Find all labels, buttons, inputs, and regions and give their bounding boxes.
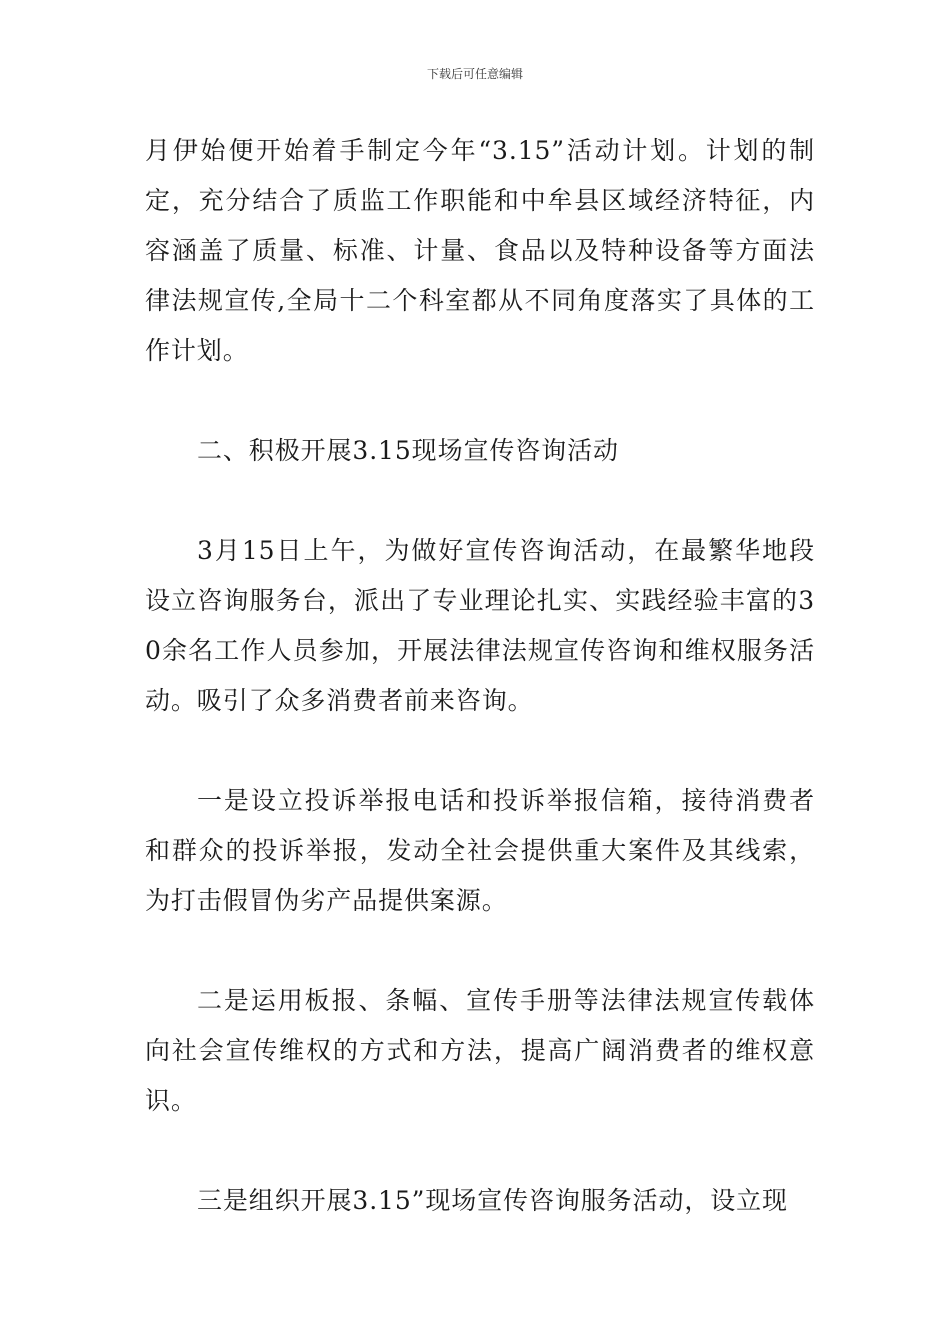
section-heading-2: 二、积极开展3.15现场宣传咨询活动 [197,436,619,465]
paragraph-plan-continuation: 月伊始便开始着手制定今年“3.15”活动计划。计划的制定，充分结合了质监工作职能和中牟县区域经济特征，内容涵盖了质量、标准、计量、食品以及特种设备等方面法律法规宣传,全局十二个科室都从不同角度落实了具体的工作计划。 [145,136,815,365]
document-body [145,126,815,1276]
paragraph-point-three: 三是组织开展3.15”现场宣传咨询服务活动，设立现 [197,1186,788,1215]
paragraph-point-one: 一是设立投诉举报电话和投诉举报信箱，接待消费者和群众的投诉举报，发动全社会提供重大案件及其线索，为打击假冒伪劣产品提供案源。 [145,786,815,915]
paragraph-march-15: 3月15日上午，为做好宣传咨询活动，在最繁华地段设立咨询服务台，派出了专业理论扎实、实践经验丰富的30余名工作人员参加，开展法律法规宣传咨询和维权服务活动。吸引了众多消费者前来咨询。 [145,536,815,715]
paragraph-point-two: 二是运用板报、条幅、宣传手册等法律法规宣传载体向社会宣传维权的方式和方法，提高广阔消费者的维权意识。 [145,986,815,1115]
page-header-note: 下载后可任意编辑 [426,67,523,81]
